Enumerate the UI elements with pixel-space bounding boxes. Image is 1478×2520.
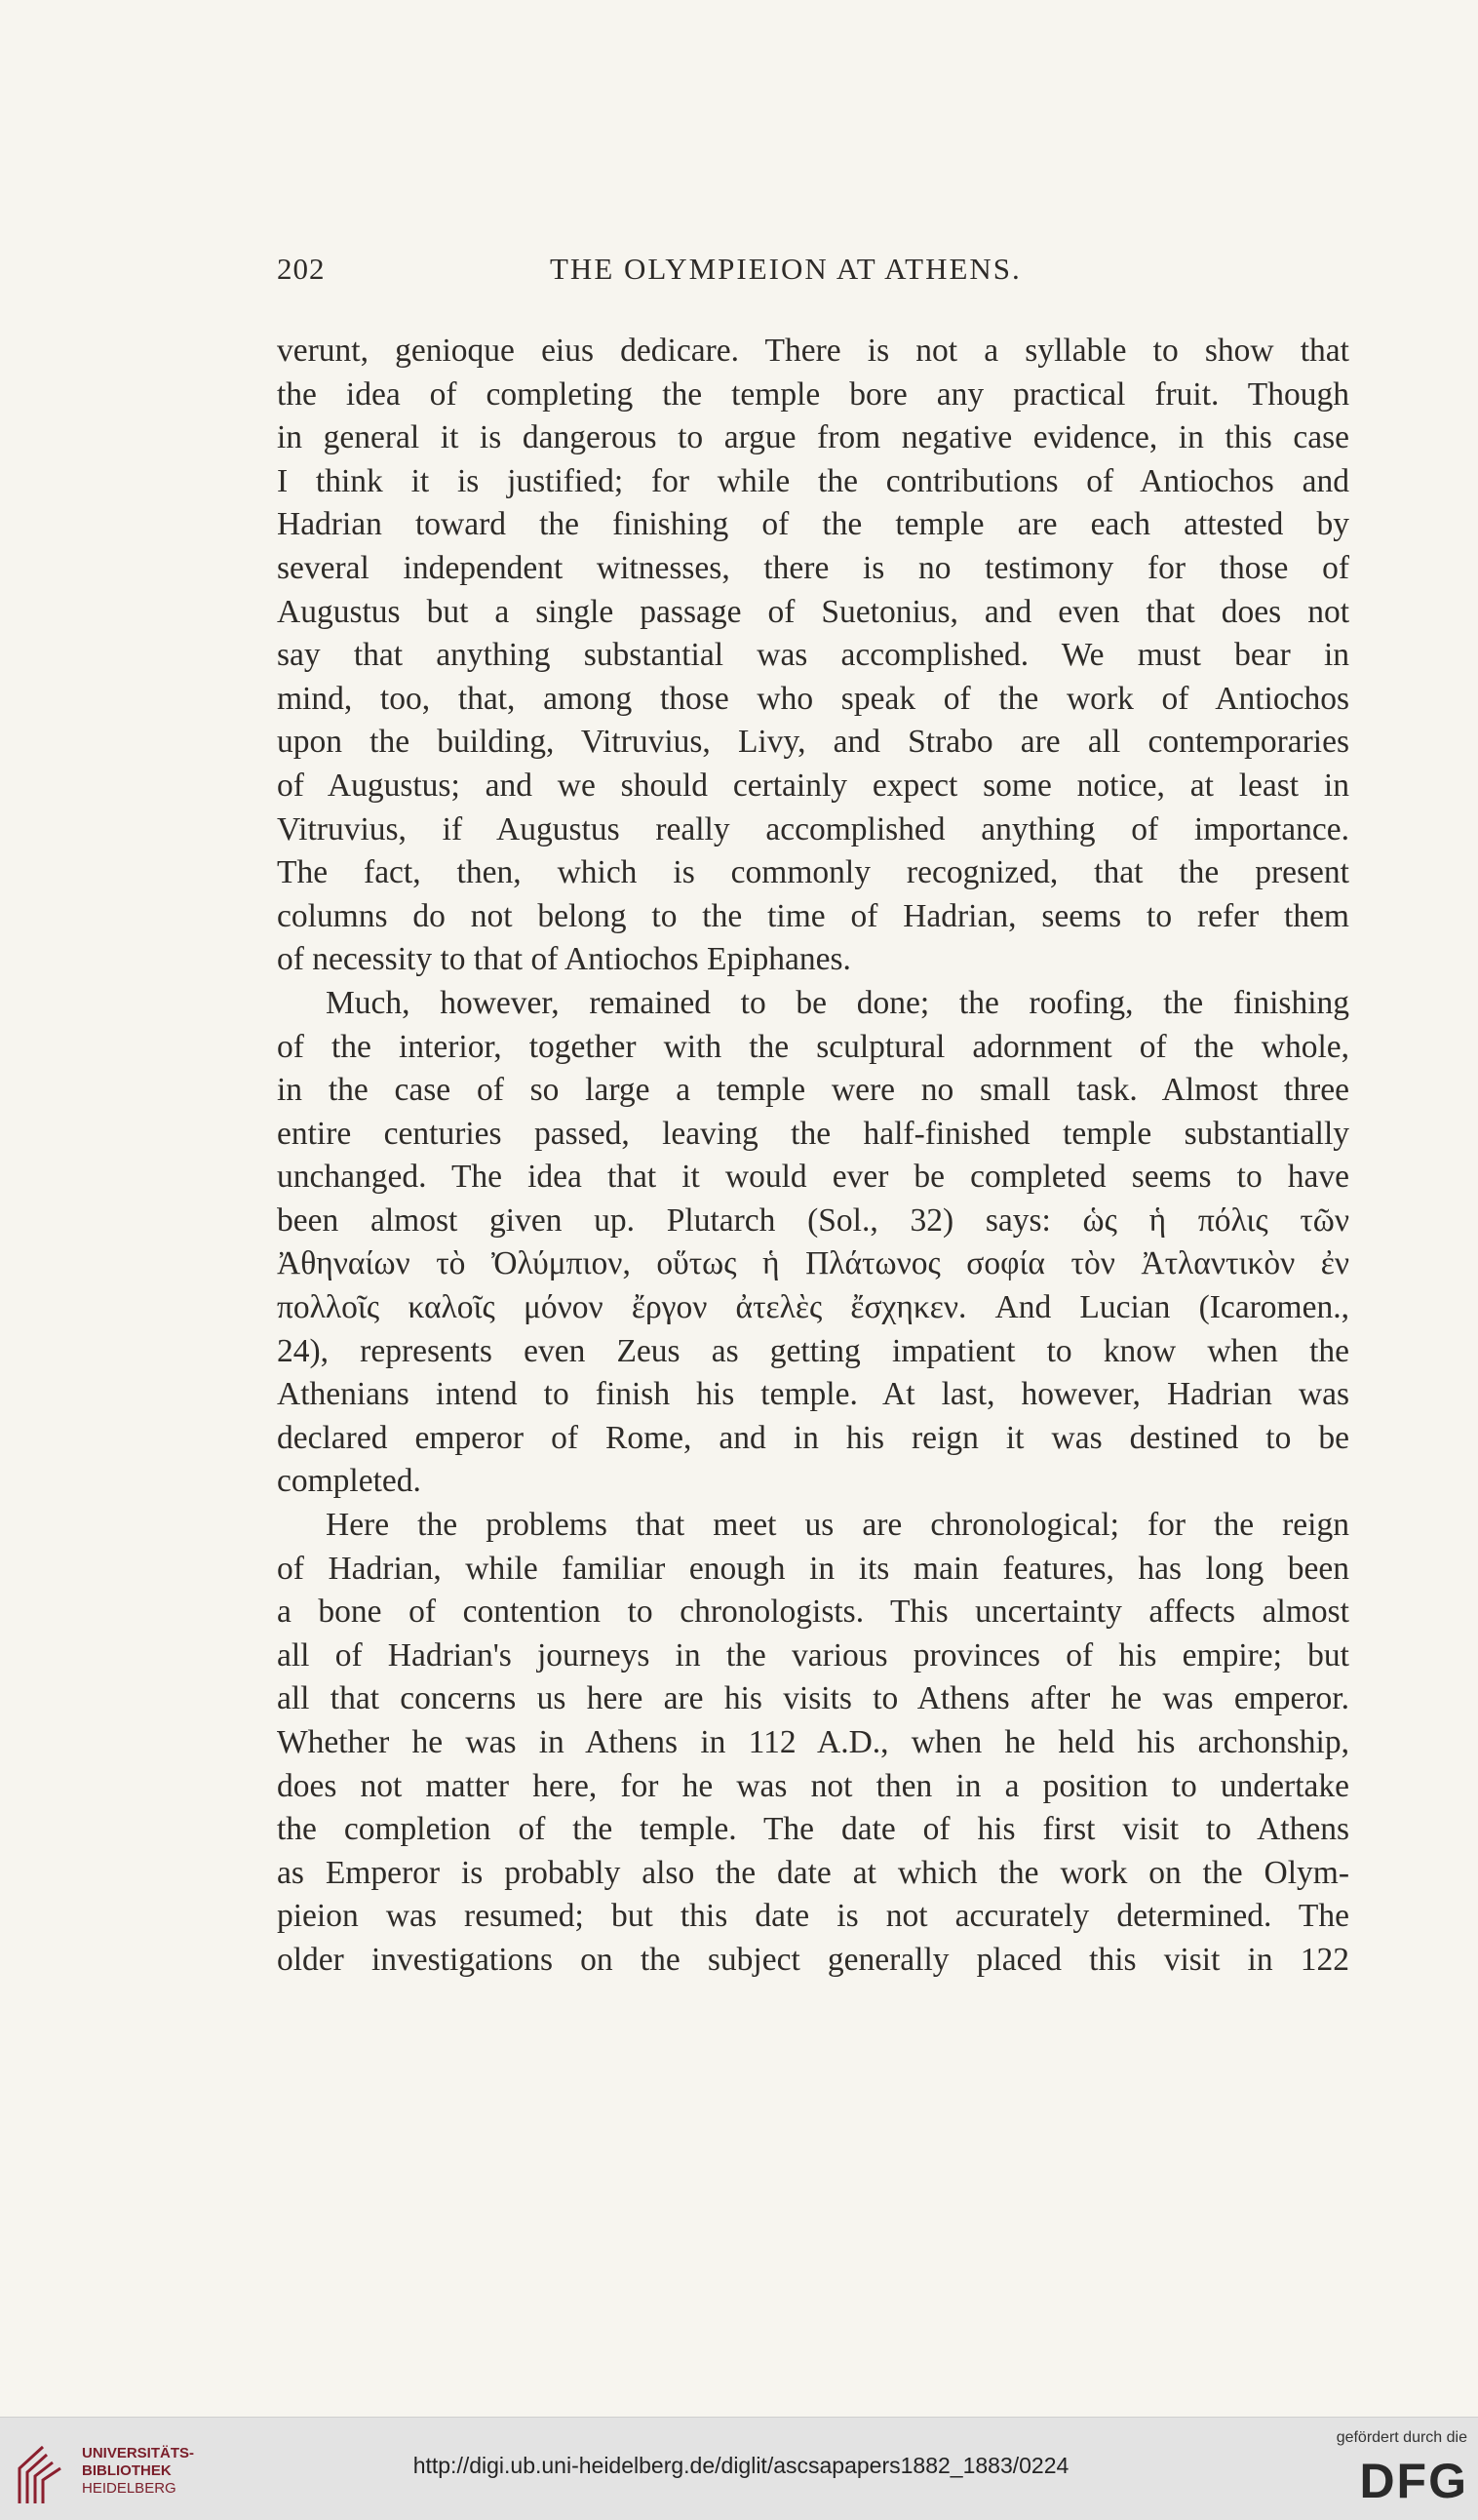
text-line: a bone of contention to chronologists. This uncertainty affects almost	[277, 1594, 1349, 1631]
text-line: say that anything substantial was accomplished. We must bear in	[277, 637, 1349, 674]
text-line: I think it is justified; for while the contributions of Antiochos and	[277, 462, 1349, 499]
library-name: UNIVERSITÄTS- BIBLIOTHEK HEIDELBERG	[82, 2445, 195, 2497]
text-line: the idea of completing the temple bore any practical fruit. Though	[277, 375, 1349, 413]
text-line: Hadrian toward the finishing of the temple are each attested by	[277, 506, 1349, 543]
text-line: entire centuries passed, leaving the half-finished temple substantially	[277, 1115, 1349, 1152]
text-line: all that concerns us here are his visits to Athens after he was emperor.	[277, 1680, 1349, 1717]
text-line: Augustus but a single passage of Suetonius, and even that does not	[277, 593, 1349, 630]
text-line: does not matter here, for he was not then in a position to undertake	[277, 1767, 1349, 1804]
library-logo-icon	[14, 2441, 70, 2507]
text-line: Vitruvius, if Augustus really accomplished anything of importance.	[277, 810, 1349, 847]
running-title: THE OLYMPIEION AT ATHENS.	[550, 252, 1022, 286]
text-line: in the case of so large a temple were no small task. Almost three	[277, 1072, 1349, 1109]
text-line: Much, however, remained to be done; the roofing, the finishing	[326, 984, 1349, 1021]
text-line: completed.	[277, 1463, 421, 1500]
text-line: older investigations on the subject generally placed this visit in 122	[277, 1941, 1349, 1978]
text-line: as Emperor is probably also the date at which the work on the Olym-	[277, 1854, 1349, 1891]
text-line: Ἀθηναίων τὸ Ὀλύμπιον, οὕτως ἡ Πλάτωνος σοφία τὸν Ἀτλαντικὸν ἐν	[277, 1245, 1349, 1282]
text-line: of Augustus; and we should certainly expect some notice, at least in	[277, 767, 1349, 804]
text-line: πολλοῖς καλοῖς μόνον ἔργον ἀτελὲς ἔσχηκεν. And Lucian (Icaromen.,	[277, 1289, 1349, 1326]
text-line: Whether he was in Athens in 112 A.D., when he held his archonship,	[277, 1724, 1349, 1760]
text-line: 24), represents even Zeus as getting impatient to know when the	[277, 1332, 1349, 1369]
text-line: pieion was resumed; but this date is not accurately determined. The	[277, 1898, 1349, 1935]
text-line: Athenians intend to finish his temple. At last, however, Hadrian was	[277, 1376, 1349, 1413]
text-line: upon the building, Vitruvius, Livy, and Strabo are all contemporaries	[277, 724, 1349, 761]
text-line: of the interior, together with the sculptural adornment of the whole,	[277, 1028, 1349, 1065]
footer-bar	[0, 2417, 1478, 2520]
page-header	[277, 252, 1349, 291]
text-line: declared emperor of Rome, and in his reign it was destined to be	[277, 1419, 1349, 1456]
source-url-link[interactable]: http://digi.ub.uni-heidelberg.de/diglit/ascsapapers1882_1883/0224	[412, 2453, 1070, 2478]
text-line: The fact, then, which is commonly recognized, that the present	[277, 854, 1349, 891]
body-text	[277, 330, 1349, 1983]
text-line: of Hadrian, while familiar enough in its main features, has long been	[277, 1550, 1349, 1587]
text-line: columns do not belong to the time of Hadrian, seems to refer them	[277, 897, 1349, 934]
text-line: unchanged. The idea that it would ever be completed seems to have	[277, 1159, 1349, 1196]
text-line: all of Hadrian's journeys in the various provinces of his empire; but	[277, 1636, 1349, 1673]
text-line: several independent witnesses, there is no testimony for those of	[277, 549, 1349, 586]
text-line: been almost given up. Plutarch (Sol., 32) says: ὡς ἡ πόλις τῶν	[277, 1201, 1349, 1239]
text-line: Here the problems that meet us are chronological; for the reign	[326, 1507, 1349, 1544]
text-line: of necessity to that of Antiochos Epiphanes.	[277, 941, 851, 978]
dfg-logo: DFG	[1359, 2454, 1468, 2508]
text-line: the completion of the temple. The date of his first visit to Athens	[277, 1811, 1349, 1848]
text-line: in general it is dangerous to argue from negative evidence, in this case	[277, 419, 1349, 456]
text-line: mind, too, that, among those who speak of the work of Antiochos	[277, 680, 1349, 717]
funded-by-caption: gefördert durch die	[1336, 2429, 1467, 2446]
text-line: verunt, genioque eius dedicare. There is not a syllable to show that	[277, 333, 1349, 369]
page-number: 202	[277, 252, 326, 286]
